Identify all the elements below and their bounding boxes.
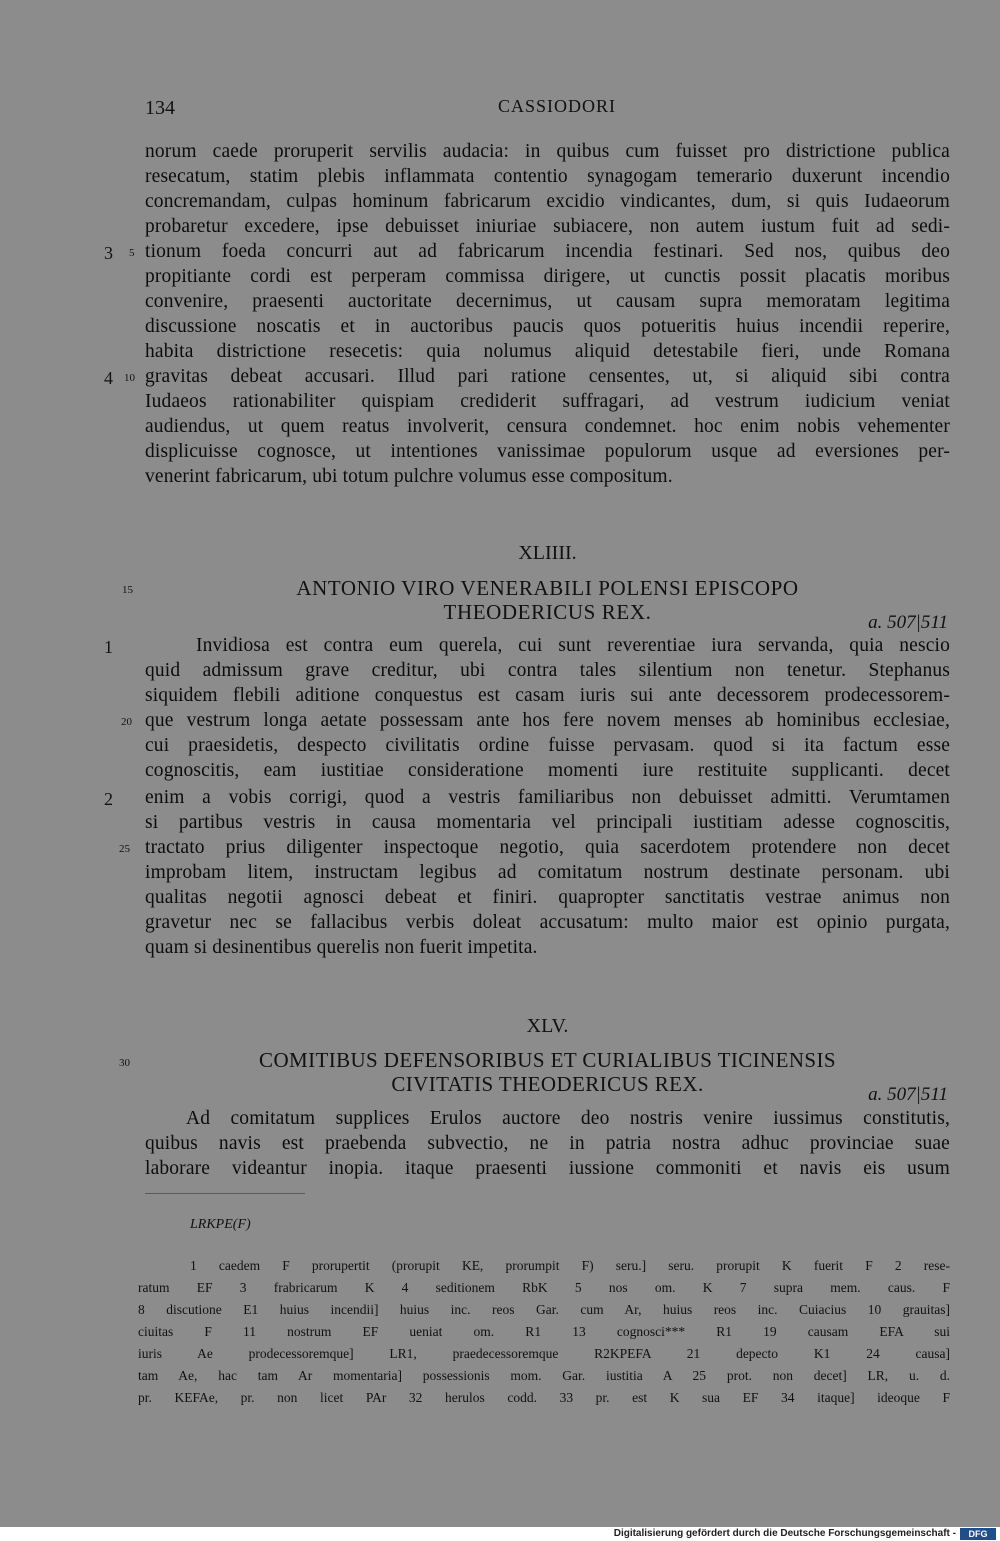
text-line: audiendus, ut quem reatus involverit, censura condemnet. hoc enim nobis vehementer: [145, 416, 950, 437]
page-number: 134: [145, 97, 175, 119]
running-title: CASSIODORI: [498, 96, 617, 116]
text-line: quam si desinentibus querelis non fuerit impetita.: [145, 937, 538, 958]
letter-date: a. 507|511: [868, 612, 948, 633]
apparatus-line: pr. KEFAe, pr. non licet PAr 32 herulos codd. 33 pr. est K sua EF 34 itaque] ideoque F: [138, 1390, 950, 1405]
text-line: discussione noscatis et in auctoribus paucis quos potueritis huius incendii reperire,: [145, 316, 950, 337]
paragraph-number: 3: [104, 243, 113, 263]
text-line: Iudaeos rationabiliter quispiam crediderit suffragari, ad vestrum iudicium veniat: [145, 391, 950, 412]
text-line: laborare videantur inopia. itaque praesenti iussione commoniti et navis eis usum: [145, 1158, 950, 1179]
text-line: enim a vobis corrigi, quod a vestris familiaribus non debuisset admitti. Verumtamen: [145, 787, 950, 808]
line-number: 20: [121, 716, 132, 728]
text-line: tionum foeda concurri aut ad fabricarum incendia festinari. Sed nos, quibus deo: [145, 241, 950, 262]
letter-title: CIVITATIS THEODERICUS REX.: [391, 1072, 704, 1096]
apparatus-line: 8 discutione E1 huius incendii] huius inc. reos Gar. cum Ar, huius reos inc. Cuiacius 10 grauitas]: [138, 1302, 950, 1317]
text-line: resecatum, statim plebis inflammata contentio synagogam temerario duxerunt incendio: [145, 166, 950, 187]
text-line: norum caede proruperit servilis audacia: in quibus cum fuisset pro districtione publica: [145, 141, 950, 162]
text-line: habita districtione resecetis: quia nolumus aliquid detestabile fieri, unde Romana: [145, 341, 950, 362]
text-line: siquidem flebili aditione conquestus est casam iuris sui ante decessorem prodecessorem-: [145, 685, 950, 706]
text-line: propitiante cordi est perperam commissa dirigere, ut cunctis possit placatis moribus: [145, 266, 950, 287]
dfg-logo[interactable]: DFG: [960, 1528, 996, 1540]
text-line: concremandam, culpas hominum fabricarum excidio vindicantes, dum, si quis Iudaeorum: [145, 191, 950, 212]
text-line: quibus navis est praebenda subvectio, ne in patria nostra adhuc provinciae suae: [145, 1133, 950, 1154]
text-line: Invidiosa est contra eum querela, cui sunt reverentiae iura servanda, quia nescio: [196, 635, 950, 656]
apparatus-line: ratum EF 3 frabricarum K 4 seditionem RbK 5 nos om. K 7 supra mem. caus. F: [138, 1280, 950, 1295]
paragraph-number: 2: [104, 789, 113, 809]
paragraph-number: 1: [104, 637, 113, 657]
apparatus-line: ciuitas F 11 nostrum EF ueniat om. R1 13 cognosci*** R1 19 causam EFA sui: [138, 1324, 950, 1339]
apparatus-line: tam Ae, hac tam Ar momentaria] possessionis mom. Gar. iustitia A 25 prot. non decet] LR, u. d.: [138, 1368, 950, 1383]
line-number: 30: [119, 1057, 130, 1069]
text-line: venerint fabricarum, ubi totum pulchre volumus esse compositum.: [145, 466, 673, 487]
text-line: qualitas negotii agnosci debeat et finiri. quapropter sanctitatis vestrae animus non: [145, 887, 950, 908]
sigla: LRKPE(F): [190, 1217, 251, 1232]
line-number: 25: [119, 843, 130, 855]
text-line: tractato prius diligenter inspectoque negotio, quia sacerdotem protendere non decet: [145, 837, 950, 858]
letter-number: XLV.: [526, 1015, 569, 1037]
text-line: cui praesidetis, despecto civilitatis ordine fuisse pervasam. quod si ita factum esse: [145, 735, 950, 756]
text-line: convenire, praesenti auctoritate decernimus, ut causam supra memoratam legitima: [145, 291, 950, 312]
line-number: 15: [122, 584, 133, 596]
letter-number: XLIIII.: [518, 542, 577, 564]
letter-date: a. 507|511: [868, 1084, 948, 1105]
text-line: gravetur nec se fallacibus verbis doleat accusatum: multo maior est opinio purgata,: [145, 912, 950, 933]
funding-note: Digitalisierung gefördert durch die Deutsche Forschungsgemeinschaft -: [613, 1528, 956, 1539]
line-number: 5: [129, 247, 135, 259]
letter-title: THEODERICUS REX.: [443, 600, 652, 624]
line-number: 10: [124, 372, 135, 384]
text-line: gravitas debeat accusari. Illud pari ratione censentes, ut, si aliquid sibi contra: [145, 366, 950, 387]
text-line: quid admissum grave creditur, ubi contra tales silentium non tenetur. Stephanus: [145, 660, 950, 681]
text-line: Ad comitatum supplices Erulos auctore deo nostris venire iussimus constitutis,: [186, 1108, 950, 1129]
apparatus-line: iuris Ae prodecessoremque] LR1, praedecessoremque R2KPEFA 21 depecto K1 24 causa]: [138, 1346, 950, 1361]
text-line: improbam litem, instructam legibus ad comitatum nostrum destinate personam. ubi: [145, 862, 950, 883]
letter-title: COMITIBUS DEFENSORIBUS ET CURIALIBUS TICINENSIS: [259, 1048, 836, 1072]
text-line: cognoscitis, eam iustitiae consideratione momenti iure restituite supplicanti. decet: [145, 760, 950, 781]
letter-title: ANTONIO VIRO VENERABILI POLENSI EPISCOPO: [296, 576, 799, 600]
apparatus-line: 1 caedem F prorupertit (prorupit KE, prorumpit F) seru.] seru. prorupit K fuerit F 2 rese-: [190, 1258, 950, 1273]
text-line: displicuisse cognosce, ut intentiones vanissimae populorum usque ad eversiones per-: [145, 441, 950, 462]
text-line: probaretur excedere, ipse debuisset iniuriae subiacere, non autem iustum fuit ad sedi-: [145, 216, 950, 237]
apparatus-divider: [145, 1193, 305, 1194]
text-line: si partibus vestris in causa momentaria vel principali iustitiam adesse cognoscitis,: [145, 812, 950, 833]
footer-bar: [0, 1527, 1000, 1541]
paragraph-number: 4: [104, 368, 113, 388]
text-line: que vestrum longa aetate possessam ante hos fere novem menses ab hominibus ecclesiae,: [145, 710, 950, 731]
